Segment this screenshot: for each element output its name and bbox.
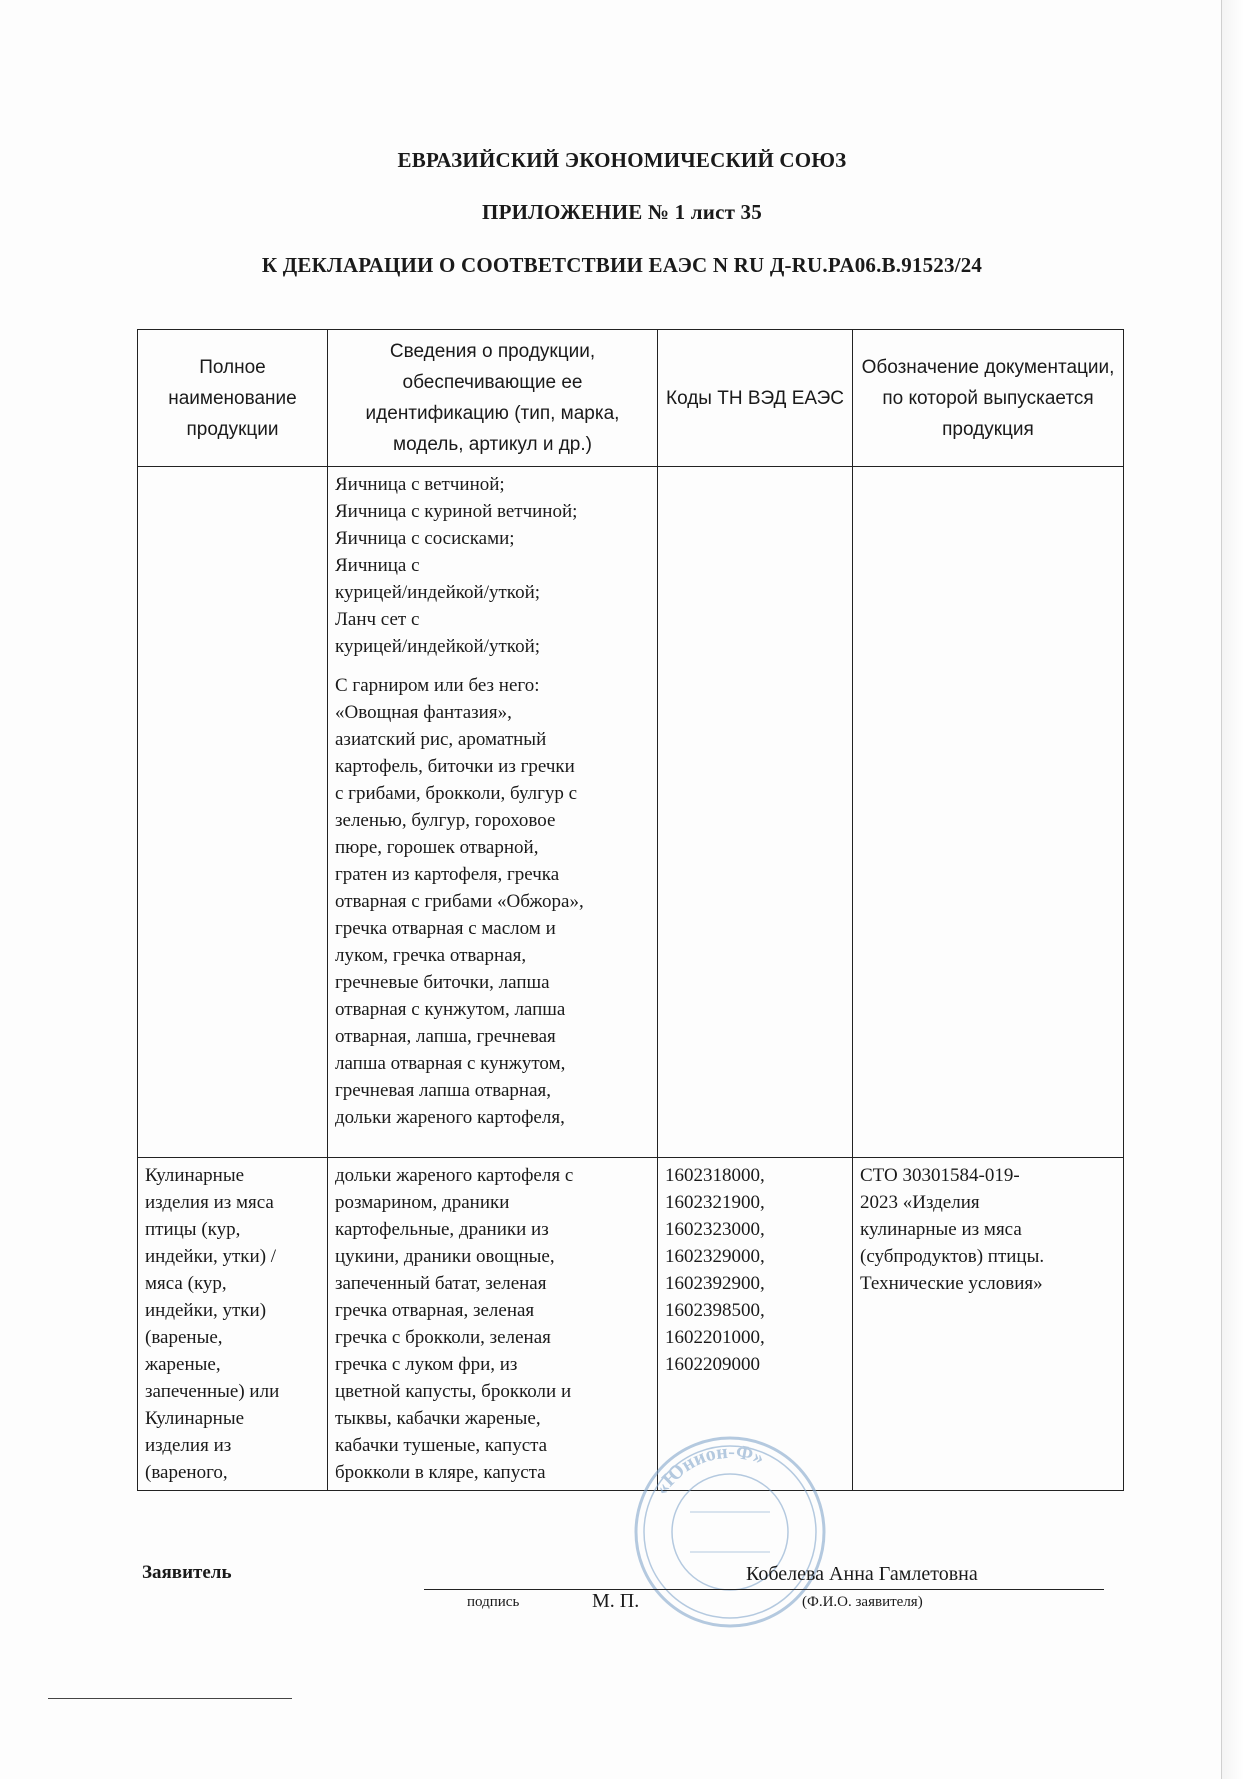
applicant-name: Кобелева Анна Гамлетовна (746, 1563, 978, 1585)
table-row (138, 467, 1124, 1158)
appendix-title: ПРИЛОЖЕНИЕ № 1 лист 35 (482, 200, 762, 224)
products-table (137, 329, 1124, 1491)
seal-place-label: М. П. (592, 1590, 640, 1612)
table-header-row (138, 330, 1124, 467)
product-name-text: Кулинарные изделия из мяса птицы (кур, индейки, утки) / мяса (кур, индейки, утки) (вареные, жареные, запеченные) или Кулинарные изделия из (вареного, (145, 1165, 280, 1483)
cell-documentation (853, 467, 1124, 1158)
codes-text: 1602318000, 1602321900, 1602323000, 1602329000, 1602392900, 1602398500, 1602201000, 1602209000 (665, 1165, 765, 1375)
cell-product-details (328, 1158, 658, 1491)
cell-product-details (328, 467, 658, 1158)
round-seal-icon (630, 1432, 830, 1632)
details-garnish-list: С гарниром или без него: «Овощная фантазия», азиатский рис, ароматный картофель, биточки из гречки с грибами, брокколи, булгур с зеленью, булгур, гороховое пюре, горошек отварной, гратен из картофеля, гречка отварная с грибами «Обжора», гречка отварная с маслом и луком, гречка отварная, гречневые биточки, лапша отварная с кунжутом, лапша отварная, лапша, гречневая лапша отварная с кунжутом, гречневая лапша отварная, дольки жареного картофеля, (335, 675, 584, 1128)
signature-line (424, 1589, 1104, 1590)
cell-codes (658, 467, 853, 1158)
cell-product-name (138, 467, 328, 1158)
cell-documentation (853, 1158, 1124, 1491)
union-title: ЕВРАЗИЙСКИЙ ЭКОНОМИЧЕСКИЙ СОЮЗ (397, 148, 847, 172)
details-text: дольки жареного картофеля с розмарином, драники картофельные, драники из цукини, драники овощные, запеченный батат, зеленая гречка отварная, зеленая гречка с брокколи, зеленая гречка с луком фри, из цветной капусты, брокколи и тыквы, кабачки жареные, кабачки тушеные, капуста брокколи в кляре, капуста (335, 1165, 574, 1483)
fio-caption: (Ф.И.О. заявителя) (802, 1594, 923, 1610)
declaration-title: К ДЕКЛАРАЦИИ О СООТВЕТСТВИИ ЕАЭС N RU Д-RU.PA06.B.91523/24 (261, 253, 983, 277)
documentation-text: СТО 30301584-019- 2023 «Изделия кулинарные из мяса (субпродуктов) птицы. Технические условия» (860, 1165, 1045, 1294)
details-dishes-list: Яичница с ветчиной; Яичница с куриной ветчиной; Яичница с сосисками; Яичница с курицей/индейкой/уткой; Ланч сет с курицей/индейкой/уткой; (335, 474, 578, 657)
column-header-codes: Коды ТН ВЭД ЕАЭС (658, 330, 853, 467)
column-header-documentation: Обозначение документации, по которой выпускается продукция (853, 330, 1124, 467)
footer-divider (48, 1698, 292, 1699)
applicant-label: Заявитель (142, 1562, 232, 1583)
column-header-name: Полное наименование продукции (138, 330, 328, 467)
signature-caption: подпись (467, 1594, 520, 1610)
column-header-details: Сведения о продукции, обеспечивающие ее идентификацию (тип, марка, модель, артикул и др.) (328, 330, 658, 467)
stamp-text: «Юнион-Ф» (650, 1440, 768, 1499)
cell-product-name (138, 1158, 328, 1491)
